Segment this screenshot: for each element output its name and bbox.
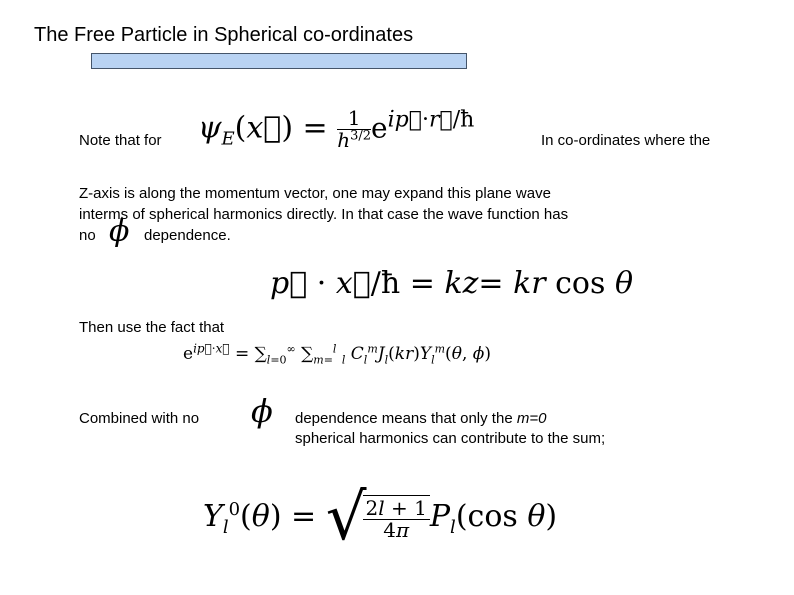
- paragraph-no-text: no: [79, 227, 96, 244]
- slide-title: The Free Particle in Spherical co-ordinates: [34, 24, 414, 46]
- wavefunction-equation: $\psi_E(x⃗)$ = $\frac{1}{h^{3/2}}$ $e^{ip⃗\cdot r⃗/ħ}$: [198, 106, 475, 152]
- in-coordinates-text: In co-ordinates where the: [541, 132, 711, 149]
- paragraph-line-2: interms of spherical harmonics directly. In that case the wave function has: [79, 206, 569, 223]
- combined-with-text: Combined with no: [79, 410, 200, 427]
- title-underline-bar: [91, 53, 467, 69]
- note-that-for-text: Note that for: [79, 132, 162, 149]
- dependence-means-line-2: spherical harmonics can contribute to the sum;: [295, 430, 606, 447]
- phi-symbol-1: ϕ: [109, 214, 130, 249]
- phase-equation: p⃗ · x⃗/ħ = kz= kr cos θ: [270, 266, 633, 301]
- paragraph-dependence-text: dependence.: [144, 227, 231, 244]
- then-use-text: Then use the fact that: [79, 319, 225, 336]
- paragraph-line-1: Z-axis is along the momentum vector, one may expand this plane wave: [79, 185, 551, 202]
- phi-symbol-2: ϕ: [251, 392, 273, 430]
- spherical-harmonic-equation: $Y_l^0(\theta)$ = √ $\frac{2l + 1}{4\pi}$ $P_l(\cos$ θ): [203, 481, 558, 555]
- dependence-means-line-1: dependence means that only the m=0: [295, 410, 547, 427]
- expansion-equation: $e^{ip⃗\cdot x⃗} = \sum_{l=0}^\infty$ $\sum_{m=}^l$ $_l$ $C_l^mJ_l(kr)Y_l^m(\theta$, ϕ): [183, 341, 491, 367]
